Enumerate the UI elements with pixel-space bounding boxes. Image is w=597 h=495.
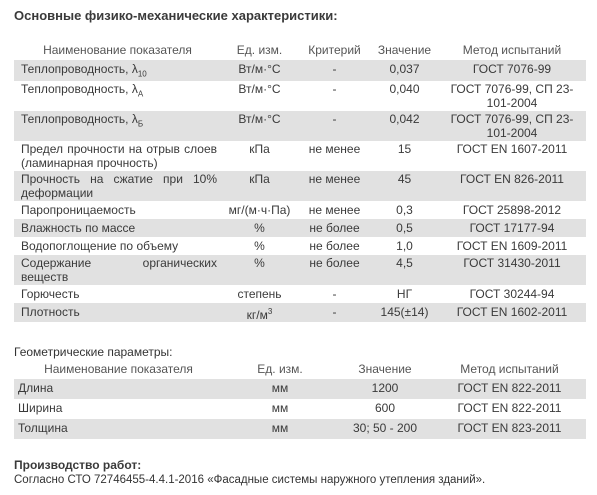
table-header-row [14, 40, 586, 60]
geometry-value: 600 [374, 401, 396, 415]
property-criterion: - [332, 82, 337, 97]
property-unit: Вт/м·°С [221, 60, 298, 81]
property-method: ГОСТ 7076-99, СП 23-101-2004 [438, 111, 586, 141]
property-name: Теплопроводность, $\lambda_A$ [21, 82, 144, 99]
property-method: ГОСТ 17177-94 [438, 219, 586, 237]
geometry-method: ГОСТ EN 822-2011 [457, 401, 562, 415]
property-value: 0,5 [371, 219, 438, 237]
property-unit: кПа [249, 142, 270, 157]
table-row [14, 201, 586, 219]
geometry-unit: мм [271, 401, 289, 415]
property-value: 0,040 [389, 82, 420, 97]
geometry-table [14, 359, 586, 439]
geometry-unit: мм [223, 419, 337, 439]
property-value: 0,042 [371, 111, 438, 141]
property-method: ГОСТ EN 1602-2011 [438, 303, 586, 322]
property-unit: степень [237, 287, 282, 302]
property-name: Плотность [14, 303, 221, 322]
property-criterion: - [298, 303, 371, 322]
table-row [14, 219, 586, 237]
table-row [14, 399, 586, 419]
col-header-name: Наименование показателя [44, 362, 193, 376]
geometry-subtitle: Геометрические параметры: [14, 345, 173, 359]
work-section-title: Производство работ: [14, 458, 142, 472]
table-row [14, 379, 586, 399]
geometry-name: Длина [14, 379, 223, 399]
property-value: 0,037 [371, 60, 438, 81]
property-name: Водопоглощение по объему [21, 239, 179, 254]
col-header-method: Метод испытаний [460, 362, 559, 376]
property-criterion: - [332, 287, 337, 302]
table-row [14, 237, 586, 255]
property-value: 4,5 [371, 255, 438, 285]
col-header-unit: Ед. изм. [257, 362, 303, 376]
property-unit: $кг/м^3$ [221, 303, 298, 322]
table-row [14, 303, 586, 322]
property-value: 0,3 [396, 203, 413, 218]
geometry-value: 30; 50 - 200 [337, 419, 433, 439]
col-header-unit: Ед. изм. [236, 43, 283, 57]
property-value: 145(±14) [371, 303, 438, 322]
property-unit: % [254, 239, 265, 254]
property-value: 15 [397, 142, 412, 157]
page-title: Основные физико-механические характеристики: [14, 8, 338, 23]
property-method: ГОСТ 31430-2011 [438, 255, 586, 285]
property-unit: Вт/м·°С [238, 82, 281, 97]
property-unit: мг/(м·ч·Па) [228, 203, 291, 218]
table-row [14, 81, 586, 111]
table-row [14, 285, 586, 303]
work-section-text: Согласно СТО 72746455-4.4.1-2016 «Фасадные системы наружного утепления зданий». [14, 474, 486, 486]
property-unit: кПа [221, 171, 298, 201]
property-name: Содержание органических веществ [14, 255, 221, 285]
geometry-method: ГОСТ EN 822-2011 [433, 379, 586, 399]
table-row [14, 141, 586, 171]
property-criterion: не менее [308, 203, 361, 218]
property-unit: % [221, 219, 298, 237]
col-header-value: Значение [358, 362, 412, 376]
property-criterion: не более [309, 239, 360, 254]
geometry-name: Толщина [14, 419, 223, 439]
geometry-unit: мм [223, 379, 337, 399]
property-name: Теплопроводность, $\lambda_{10}$ [14, 60, 221, 81]
property-name: Предел прочности на отрыв слоев (ламинарная прочность) [21, 142, 217, 171]
property-criterion: не менее [298, 171, 371, 201]
property-unit: Вт/м·°С [221, 111, 298, 141]
property-name: Паропроницаемость [21, 203, 136, 218]
property-criterion: - [298, 111, 371, 141]
geometry-name: Ширина [18, 401, 63, 415]
property-method: ГОСТ 25898-2012 [462, 203, 562, 218]
property-criterion: - [298, 60, 371, 81]
table-header-row [14, 359, 586, 379]
property-unit: % [221, 255, 298, 285]
property-name: Влажность по массе [14, 219, 221, 237]
property-name: Теплопроводность, $\lambda_Б$ [14, 111, 221, 141]
property-value: 45 [371, 171, 438, 201]
table-row [14, 111, 586, 141]
col-header-value: Значение [377, 43, 432, 57]
property-criterion: не более [298, 255, 371, 285]
table-row [14, 171, 586, 201]
col-header-name: Наименование показателя [43, 43, 192, 57]
property-name: Горючесть [21, 287, 80, 302]
property-method: ГОСТ EN 826-2011 [438, 171, 586, 201]
property-criterion: не менее [308, 142, 361, 157]
property-method: ГОСТ 7076-99, СП 23-101-2004 [450, 82, 574, 111]
table-row [14, 419, 586, 439]
property-criterion: не более [298, 219, 371, 237]
table-row [14, 255, 586, 285]
property-method: ГОСТ 7076-99 [438, 60, 586, 81]
table-row [14, 60, 586, 81]
col-header-method: Метод испытаний [462, 43, 562, 57]
physical-properties-table [14, 40, 586, 322]
geometry-value: 1200 [337, 379, 433, 399]
property-method: ГОСТ 30244-94 [469, 287, 555, 302]
col-header-criterion: Критерий [308, 43, 361, 57]
property-value: НГ [396, 287, 413, 302]
property-value: 1,0 [396, 239, 413, 254]
geometry-method: ГОСТ EN 823-2011 [433, 419, 586, 439]
property-method: ГОСТ EN 1607-2011 [456, 142, 568, 157]
property-method: ГОСТ EN 1609-2011 [456, 239, 568, 254]
property-name: Прочность на сжатие при 10% деформации [14, 171, 221, 201]
